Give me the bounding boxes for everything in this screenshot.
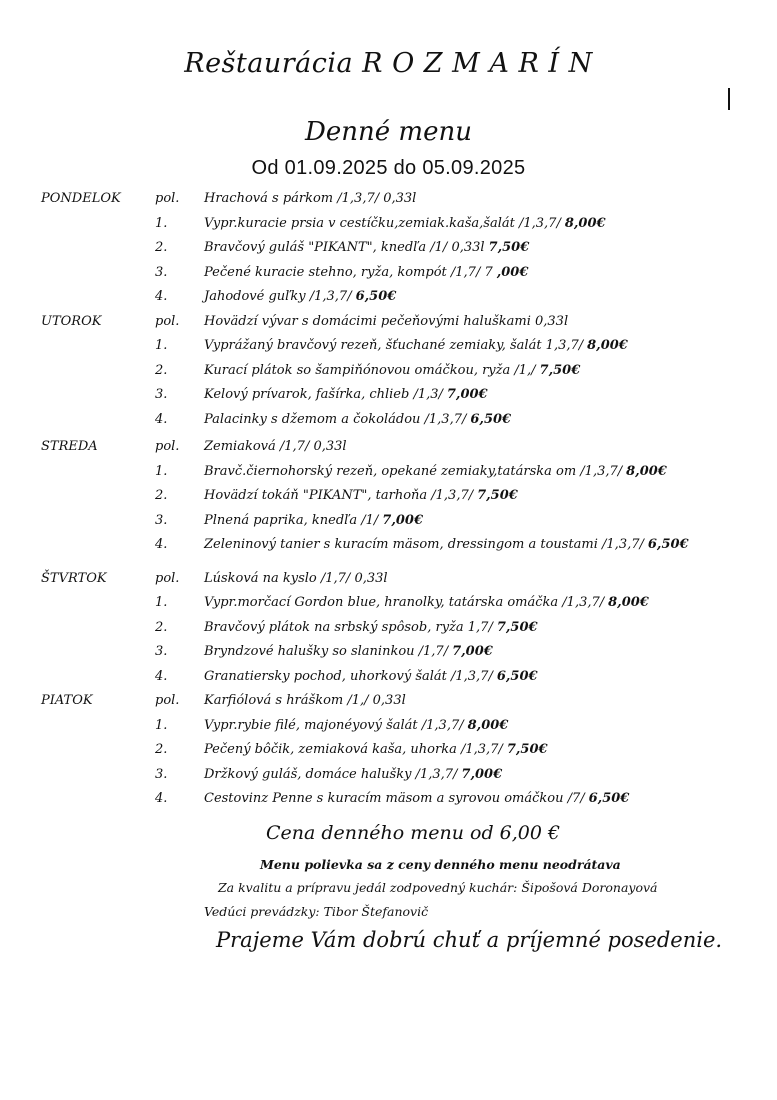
soup-label: pol. (155, 570, 180, 586)
item-number: 1. (155, 463, 168, 479)
closing-wish: Prajeme Vám dobrú chuť a príjemné posedenie. (216, 928, 723, 952)
soup-row (0, 435, 777, 460)
menu-item (0, 665, 777, 690)
item-number: 3. (155, 512, 168, 528)
dish-name: Pečený bôčik, zemiaková kaša, uhorka /1,3,7/ (204, 742, 503, 757)
item-dish (204, 285, 396, 310)
soup-name: Karfiólová s hráškom /1,/ 0,33l (204, 693, 406, 708)
menu-item (0, 714, 777, 739)
menu-item (0, 460, 777, 485)
item-dish (204, 763, 502, 788)
item-price: 7,00€ (461, 766, 503, 782)
day-name: STREDA (41, 439, 98, 454)
item-price: 6,50€ (496, 668, 538, 684)
soup-row (0, 689, 777, 714)
item-price: 6,50€ (647, 537, 689, 552)
item-dish (204, 334, 628, 359)
item-dish (204, 408, 511, 433)
item-dish (204, 261, 528, 286)
soup-label: pol. (155, 693, 180, 708)
item-price: 7,00€ (382, 512, 423, 528)
restaurant-title: Reštaurácia R O Z M A R Í N (184, 48, 593, 79)
dish-name: Hovädzí tokáň "PIKANT", tarhoňa /1,3,7/ (204, 488, 474, 503)
item-price: 8,00€ (587, 338, 628, 353)
menu-item (0, 285, 777, 310)
item-price: 7,50€ (539, 362, 581, 378)
day-friday (0, 689, 777, 812)
item-number: 3. (155, 387, 168, 402)
item-number: 2. (155, 488, 168, 503)
day-monday (0, 187, 777, 310)
dish-name: Bravč.čiernohorský rezeň, opekané zemiaky,tatárska om /1,3,7/ (204, 463, 623, 479)
item-number: 4. (155, 537, 168, 552)
soup-row (0, 567, 777, 592)
dish-name: Vyprážaný bravčový rezeň, šťuchané zemiaky, šalát 1,3,7/ (204, 338, 584, 353)
day-name: PONDELOK (41, 191, 121, 206)
menu-item (0, 787, 777, 812)
item-dish (204, 640, 493, 665)
item-dish (204, 787, 629, 812)
item-number: 3. (155, 644, 168, 659)
text-cursor (728, 88, 730, 110)
dish-name: Cestovinz Penne s kuracím mäsom a syrovou omáčkou /7/ (204, 791, 585, 806)
item-dish (204, 236, 529, 261)
dish-name: Kurací plátok so šampiňónovou omáčkou, ryža /1,/ (204, 362, 536, 378)
day-wednesday (0, 435, 777, 558)
item-number: 1. (155, 215, 168, 231)
item-price: 7,50€ (488, 240, 530, 255)
day-name: PIATOK (41, 693, 93, 708)
item-price: 6,50€ (588, 791, 630, 806)
item-price: 7,00€ (452, 644, 493, 659)
dish-name: Vypr.rybie filé, majonéyový šalát /1,3,7/ (204, 717, 464, 733)
item-number: 2. (155, 742, 168, 757)
item-price: 8,00€ (564, 215, 606, 231)
soup-name: Hovädzí vývar s domácimi pečeňovými haluškami 0,33l (204, 313, 569, 329)
item-dish (204, 359, 580, 384)
item-number: 4. (155, 289, 168, 304)
dish-name: Bravčový plátok na srbský spôsob, ryža 1,7/ (204, 619, 493, 635)
soup-label: pol. (155, 191, 180, 206)
dish-name: Granatiersky pochod, uhorkový šalát /1,3,7/ (204, 668, 493, 684)
dish-name: Plnená paprika, knedľa /1/ (204, 512, 379, 528)
dish-name: Bryndzové halušky so slaninkou /1,7/ (204, 644, 449, 659)
menu-item (0, 261, 777, 286)
soup-name: Lúsková na kyslo /1,7/ 0,33l (204, 570, 388, 586)
dish-name: Kelový prívarok, fašírka, chlieb /1,3/ (204, 387, 443, 402)
menu-subtitle: Denné menu (305, 117, 472, 147)
item-price: 6,50€ (470, 411, 512, 427)
item-number: 3. (155, 766, 168, 782)
item-dish (204, 738, 548, 763)
day-tuesday (0, 310, 777, 433)
item-number: 3. (155, 264, 168, 280)
item-number: 4. (155, 791, 168, 806)
menu-item (0, 616, 777, 641)
item-dish (204, 591, 649, 616)
menu-item (0, 763, 777, 788)
item-number: 4. (155, 411, 168, 427)
dish-name: Vypr.kuracie prsia v cestíčku,zemiak.kaša,šalát /1,3,7/ (204, 215, 561, 231)
day-thursday (0, 567, 777, 690)
item-price: 8,00€ (608, 595, 649, 610)
dish-name: Jahodové guľky /1,3,7/ (204, 289, 352, 304)
dish-name: Bravčový guláš "PIKANT", knedľa /1/ 0,33l (204, 240, 485, 255)
weekly-menu (0, 187, 777, 812)
item-dish (204, 533, 689, 558)
menu-item (0, 383, 777, 408)
menu-item (0, 359, 777, 384)
dish-name: Držkový guláš, domáce halušky /1,3,7/ (204, 766, 458, 782)
date-range: Od 01.09.2025 do 05.09.2025 (251, 157, 526, 179)
menu-item (0, 212, 777, 237)
dish-name: Vypr.morčací Gordon blue, hranolky, tatárska omáčka /1,3,7/ (204, 595, 605, 610)
day-name: UTOROK (41, 313, 102, 329)
item-number: 2. (155, 619, 168, 635)
menu-price-note: Cena denného menu od 6,00 € (266, 822, 561, 844)
soup-row (0, 187, 777, 212)
soup-row (0, 310, 777, 335)
item-number: 2. (155, 240, 168, 255)
menu-item (0, 533, 777, 558)
item-number: 1. (155, 338, 168, 353)
soup-label: pol. (155, 313, 180, 329)
menu-item (0, 640, 777, 665)
item-number: 4. (155, 668, 168, 684)
item-price: 7,00€ (446, 387, 488, 402)
menu-item (0, 484, 777, 509)
day-name: ŠTVRTOK (41, 570, 107, 586)
item-number: 2. (155, 362, 168, 378)
soup-label: pol. (155, 439, 180, 454)
item-dish (204, 484, 518, 509)
item-dish (204, 714, 508, 739)
soup-name: Zemiaková /1,7/ 0,33l (204, 439, 347, 454)
item-price: 8,00€ (467, 717, 509, 733)
item-dish (204, 665, 538, 690)
item-price: ,00€ (496, 264, 529, 280)
menu-item (0, 738, 777, 763)
item-dish (204, 509, 423, 534)
item-dish (204, 212, 606, 237)
item-number: 1. (155, 595, 168, 610)
dish-name: Palacinky s džemom a čokoládou /1,3,7/ (204, 411, 467, 427)
manager-note: Vedúci prevádzky: Tibor Štefanovič (204, 904, 429, 919)
item-price: 7,50€ (496, 619, 538, 635)
dish-name: Zeleninový tanier s kuracím mäsom, dressingom a toustami /1,3,7/ (204, 537, 644, 552)
menu-item (0, 591, 777, 616)
item-price: 8,00€ (626, 463, 667, 479)
item-dish (204, 383, 488, 408)
item-dish (204, 616, 538, 641)
menu-item (0, 334, 777, 359)
item-number: 1. (155, 717, 168, 733)
item-price: 7,50€ (477, 488, 518, 503)
item-dish (204, 460, 667, 485)
soup-price-note: Menu polievka sa z ceny denného menu neodrátava (260, 857, 621, 872)
menu-item (0, 236, 777, 261)
menu-item (0, 408, 777, 433)
soup-name: Hrachová s párkom /1,3,7/ 0,33l (204, 191, 417, 206)
dish-name: Pečené kuracie stehno, ryža, kompót /1,7/ 7 (204, 264, 493, 280)
menu-item (0, 509, 777, 534)
item-price: 7,50€ (506, 742, 548, 757)
chef-note: Za kvalitu a prípravu jedál zodpovedný kuchár: Šipošová Doronayová (218, 880, 658, 895)
item-price: 6,50€ (355, 289, 397, 304)
